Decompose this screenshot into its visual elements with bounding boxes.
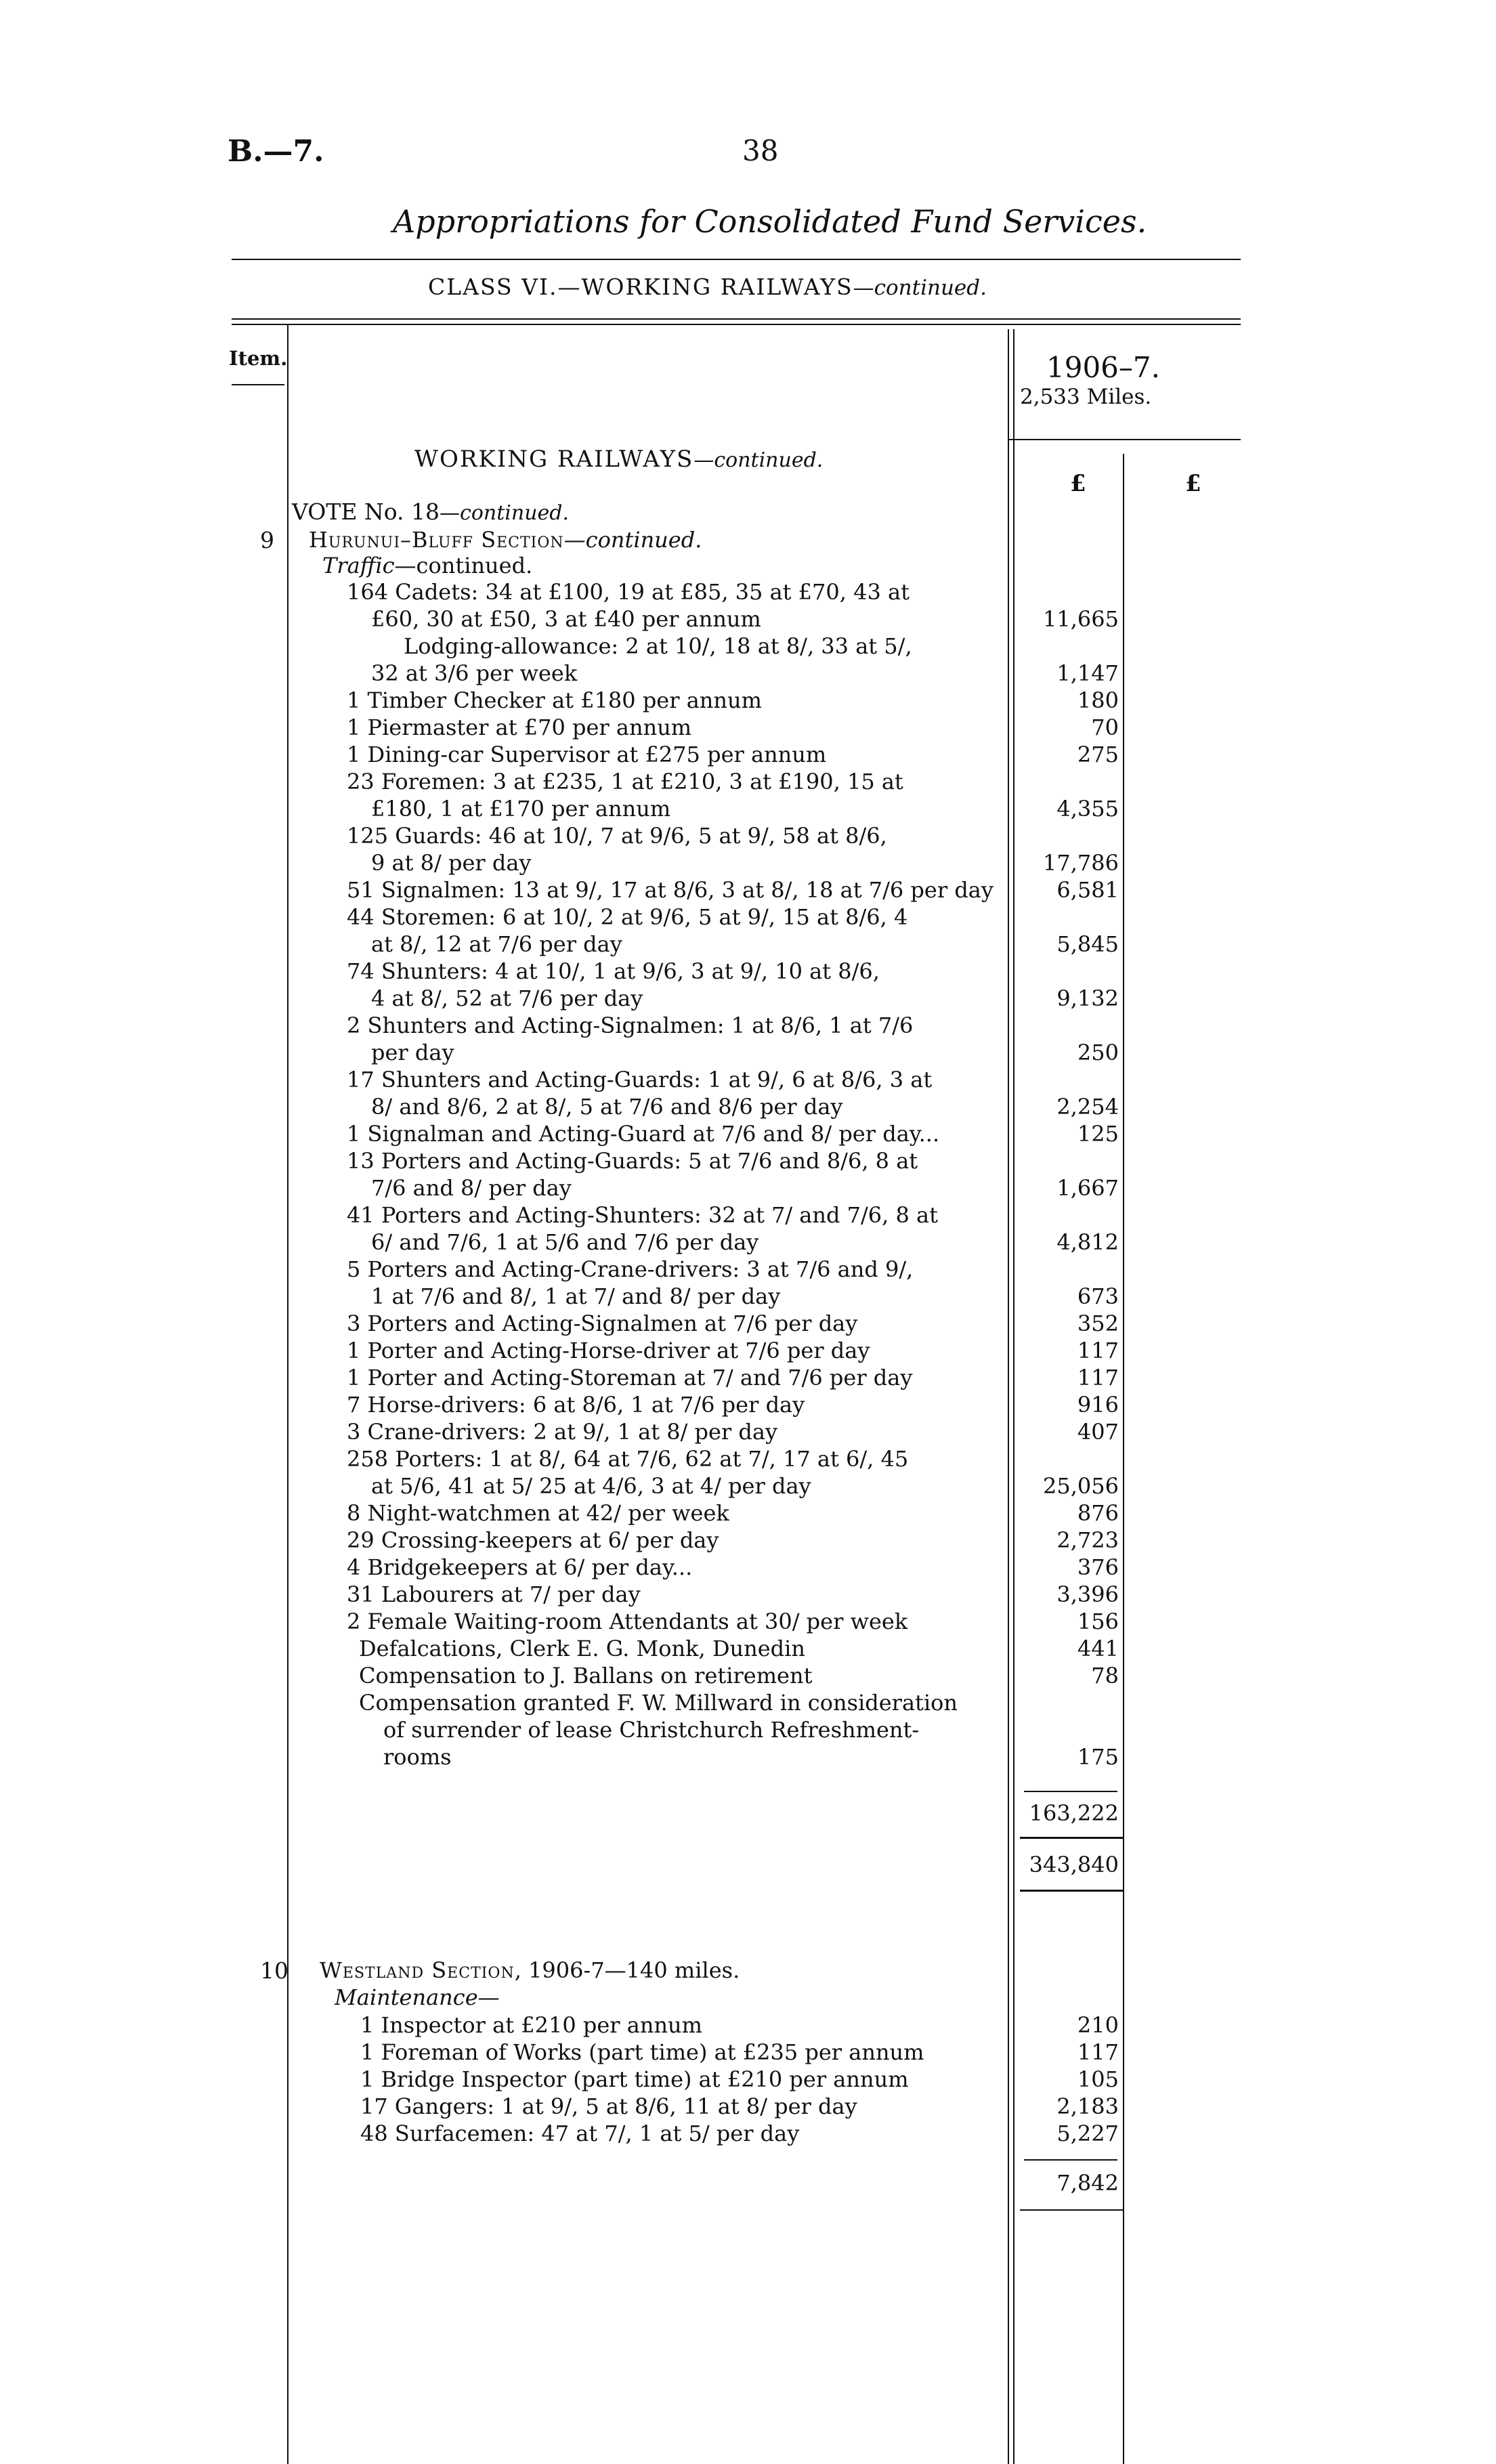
subtotal-rule-9 <box>1024 1791 1117 1792</box>
year-header: 1906–7. <box>1046 351 1160 384</box>
amount-cell: 2,183 <box>1056 2094 1119 2119</box>
item-header-underline <box>232 384 284 385</box>
entry-line: 4 at 8/, 52 at 7/6 per day <box>371 985 643 1011</box>
miles-header: 2,533 Miles. <box>1020 385 1152 409</box>
item9-total: 343,840 <box>1029 1852 1119 1877</box>
entry-line: 1 Porter and Acting-Horse-driver at 7/6 per day <box>347 1338 870 1363</box>
entry-line: per day <box>371 1040 454 1065</box>
entry-line: 8 Night-watchmen at 42/ per week <box>347 1500 729 1526</box>
amount-cell: 78 <box>1091 1663 1119 1688</box>
amount-cell: 25,056 <box>1043 1473 1119 1499</box>
amount-cell: 70 <box>1091 715 1119 740</box>
amount-cell: 4,812 <box>1056 1229 1119 1255</box>
entry-line: 1 at 7/6 and 8/, 1 at 7/ and 8/ per day <box>371 1283 781 1309</box>
amount-cell: 876 <box>1077 1500 1119 1526</box>
amount-cell: 1,667 <box>1056 1175 1119 1201</box>
entry-line: 7/6 and 8/ per day <box>371 1175 572 1201</box>
entry-line: 48 Surfacemen: 47 at 7/, 1 at 5/ per day <box>360 2121 800 2146</box>
entry-line: 1 Signalman and Acting-Guard at 7/6 and 8/ per day... <box>347 1121 940 1147</box>
total-rule-9-bottom <box>1020 1890 1124 1892</box>
pound-sign-col2: £ <box>1185 470 1201 497</box>
item9-subtotal: 163,222 <box>1029 1800 1119 1826</box>
entry-line: 1 Bridge Inspector (part time) at £210 per annum <box>360 2066 909 2092</box>
entry-line: 31 Labourers at 7/ per day <box>347 1581 641 1607</box>
entry-line: Defalcations, Clerk E. G. Monk, Dunedin <box>359 1636 805 1661</box>
vote-label: VOTE No. 18—continued. <box>292 498 570 525</box>
amount-cell: 6,581 <box>1056 877 1119 903</box>
page-number: 38 <box>742 134 779 167</box>
item10-section-heading: Westland Section, 1906-7—140 miles. <box>320 1957 740 1983</box>
total-rule-9-top <box>1020 1837 1124 1839</box>
entry-line: 2 Shunters and Acting-Signalmen: 1 at 8/6, 1 at 7/6 <box>347 1013 914 1038</box>
subtotal-rule-10 <box>1024 2159 1117 2161</box>
entry-line: 17 Gangers: 1 at 9/, 5 at 8/6, 11 at 8/ per day <box>360 2094 857 2119</box>
amount-cell: 11,665 <box>1043 606 1119 632</box>
class-rule-bottom <box>232 324 1241 325</box>
entry-line: 32 at 3/6 per week <box>371 660 578 686</box>
entry-line: 41 Porters and Acting-Shunters: 32 at 7/ and 7/6, 8 at <box>347 1202 938 1228</box>
entry-line: 2 Female Waiting-room Attendants at 30/ per week <box>347 1609 908 1634</box>
amount-cell: 916 <box>1077 1392 1119 1418</box>
amount-cell: 5,845 <box>1056 931 1119 957</box>
class-title: CLASS VI.—WORKING RAILWAYS—continued. <box>428 274 987 300</box>
entry-line: 7 Horse-drivers: 6 at 8/6, 1 at 7/6 per day <box>347 1392 805 1418</box>
amount-cell: 9,132 <box>1056 985 1119 1011</box>
entry-line: 51 Signalmen: 13 at 9/, 17 at 8/6, 3 at 8/, 18 at 7/6 per day <box>347 877 993 903</box>
item10-subhead: Maintenance— <box>335 1984 500 2010</box>
entry-line: 125 Guards: 46 at 10/, 7 at 9/6, 5 at 9/, 58 at 8/6, <box>347 823 887 849</box>
item-column-rule <box>287 325 288 2464</box>
entry-line: at 8/, 12 at 7/6 per day <box>371 931 622 957</box>
item10-subtotal: 7,842 <box>1056 2170 1119 2196</box>
amount-cell: 180 <box>1077 687 1119 713</box>
entry-line: 17 Shunters and Acting-Guards: 1 at 9/, 6 at 8/6, 3 at <box>347 1067 933 1092</box>
entry-line: 13 Porters and Acting-Guards: 5 at 7/6 and 8/6, 8 at <box>347 1148 918 1174</box>
amount-cell: 352 <box>1077 1311 1119 1336</box>
year-header-rule <box>1009 439 1241 440</box>
title-rule <box>232 259 1241 260</box>
entry-line: 3 Porters and Acting-Signalmen at 7/6 per day <box>347 1311 858 1336</box>
amount-column-rule-middle <box>1123 454 1124 2464</box>
amount-cell: 125 <box>1077 1121 1119 1147</box>
document-code: B.—7. <box>228 134 324 169</box>
amount-cell: 117 <box>1077 2039 1119 2065</box>
section-title: WORKING RAILWAYS—continued. <box>414 446 824 473</box>
entry-line: rooms <box>383 1744 452 1770</box>
item-column-header: Item. <box>229 347 288 370</box>
entry-line: 5 Porters and Acting-Crane-drivers: 3 at 7/6 and 9/, <box>347 1256 914 1282</box>
amount-cell: 376 <box>1077 1554 1119 1580</box>
amount-cell: 441 <box>1077 1636 1119 1661</box>
entry-line: 6/ and 7/6, 1 at 5/6 and 7/6 per day <box>371 1229 759 1255</box>
entry-line: 44 Storemen: 6 at 10/, 2 at 9/6, 5 at 9/, 15 at 8/6, 4 <box>347 904 908 930</box>
entry-line: 74 Shunters: 4 at 10/, 1 at 9/6, 3 at 9/, 10 at 8/6, <box>347 958 880 984</box>
entry-line: 258 Porters: 1 at 8/, 64 at 7/6, 62 at 7/, 17 at 6/, 45 <box>347 1446 909 1472</box>
entry-line: £180, 1 at £170 per annum <box>371 796 671 822</box>
item9-subhead: Traffic—continued. <box>322 553 533 578</box>
amount-cell: 17,786 <box>1043 850 1119 876</box>
entry-line: 29 Crossing-keepers at 6/ per day <box>347 1527 719 1553</box>
amount-cell: 1,147 <box>1056 660 1119 686</box>
entry-line: £60, 30 at £50, 3 at £40 per annum <box>371 606 761 632</box>
entry-line: 1 Timber Checker at £180 per annum <box>347 687 762 713</box>
amount-cell: 156 <box>1077 1609 1119 1634</box>
entry-line: of surrender of lease Christchurch Refreshment- <box>383 1717 920 1743</box>
amount-cell: 407 <box>1077 1419 1119 1445</box>
amount-cell: 5,227 <box>1056 2121 1119 2146</box>
amount-cell: 3,396 <box>1056 1581 1119 1607</box>
amount-cell: 175 <box>1077 1744 1119 1770</box>
amount-cell: 117 <box>1077 1365 1119 1390</box>
amount-cell: 673 <box>1077 1283 1119 1309</box>
amount-cell: 210 <box>1077 2012 1119 2038</box>
entry-line: 1 Porter and Acting-Storeman at 7/ and 7/6 per day <box>347 1365 913 1390</box>
entry-line: 1 Inspector at £210 per annum <box>360 2012 702 2038</box>
entry-line: 1 Dining-car Supervisor at £275 per annum <box>347 742 827 767</box>
pound-sign-col1: £ <box>1070 470 1086 497</box>
entry-line: 1 Foreman of Works (part time) at £235 per annum <box>360 2039 924 2065</box>
entry-line: Lodging-allowance: 2 at 10/, 18 at 8/, 33 at 5/, <box>404 633 912 659</box>
item-number-10: 10 <box>260 1957 288 1984</box>
amount-cell: 250 <box>1077 1040 1119 1065</box>
subtotal-rule-10-bottom <box>1020 2209 1124 2211</box>
item9-section-heading: Hurunui–Bluff Section—continued. <box>309 527 702 553</box>
amount-cell: 4,355 <box>1056 796 1119 822</box>
entry-line: 8/ and 8/6, 2 at 8/, 5 at 7/6 and 8/6 per day <box>371 1094 843 1120</box>
entry-line: 1 Piermaster at £70 per annum <box>347 715 692 740</box>
amount-cell: 105 <box>1077 2066 1119 2092</box>
entry-line: 164 Cadets: 34 at £100, 19 at £85, 35 at £70, 43 at <box>347 579 910 605</box>
amount-cell: 275 <box>1077 742 1119 767</box>
class-rule-top <box>232 318 1241 320</box>
amount-cell: 2,723 <box>1056 1527 1119 1553</box>
entry-line: at 5/6, 41 at 5/ 25 at 4/6, 3 at 4/ per day <box>371 1473 811 1499</box>
amount-cell: 2,254 <box>1056 1094 1119 1120</box>
entry-line: 4 Bridgekeepers at 6/ per day... <box>347 1554 693 1580</box>
item-number-9: 9 <box>260 527 274 553</box>
page-title: Appropriations for Consolidated Fund Services. <box>393 203 1147 240</box>
entry-line: 3 Crane-drivers: 2 at 9/, 1 at 8/ per day <box>347 1419 778 1445</box>
entry-line: 23 Foremen: 3 at £235, 1 at £210, 3 at £190, 15 at <box>347 769 903 794</box>
entry-line: 9 at 8/ per day <box>371 850 532 876</box>
amount-cell: 117 <box>1077 1338 1119 1363</box>
entry-line: Compensation to J. Ballans on retirement <box>359 1663 813 1688</box>
entry-line: Compensation granted F. W. Millward in consideration <box>359 1690 958 1716</box>
